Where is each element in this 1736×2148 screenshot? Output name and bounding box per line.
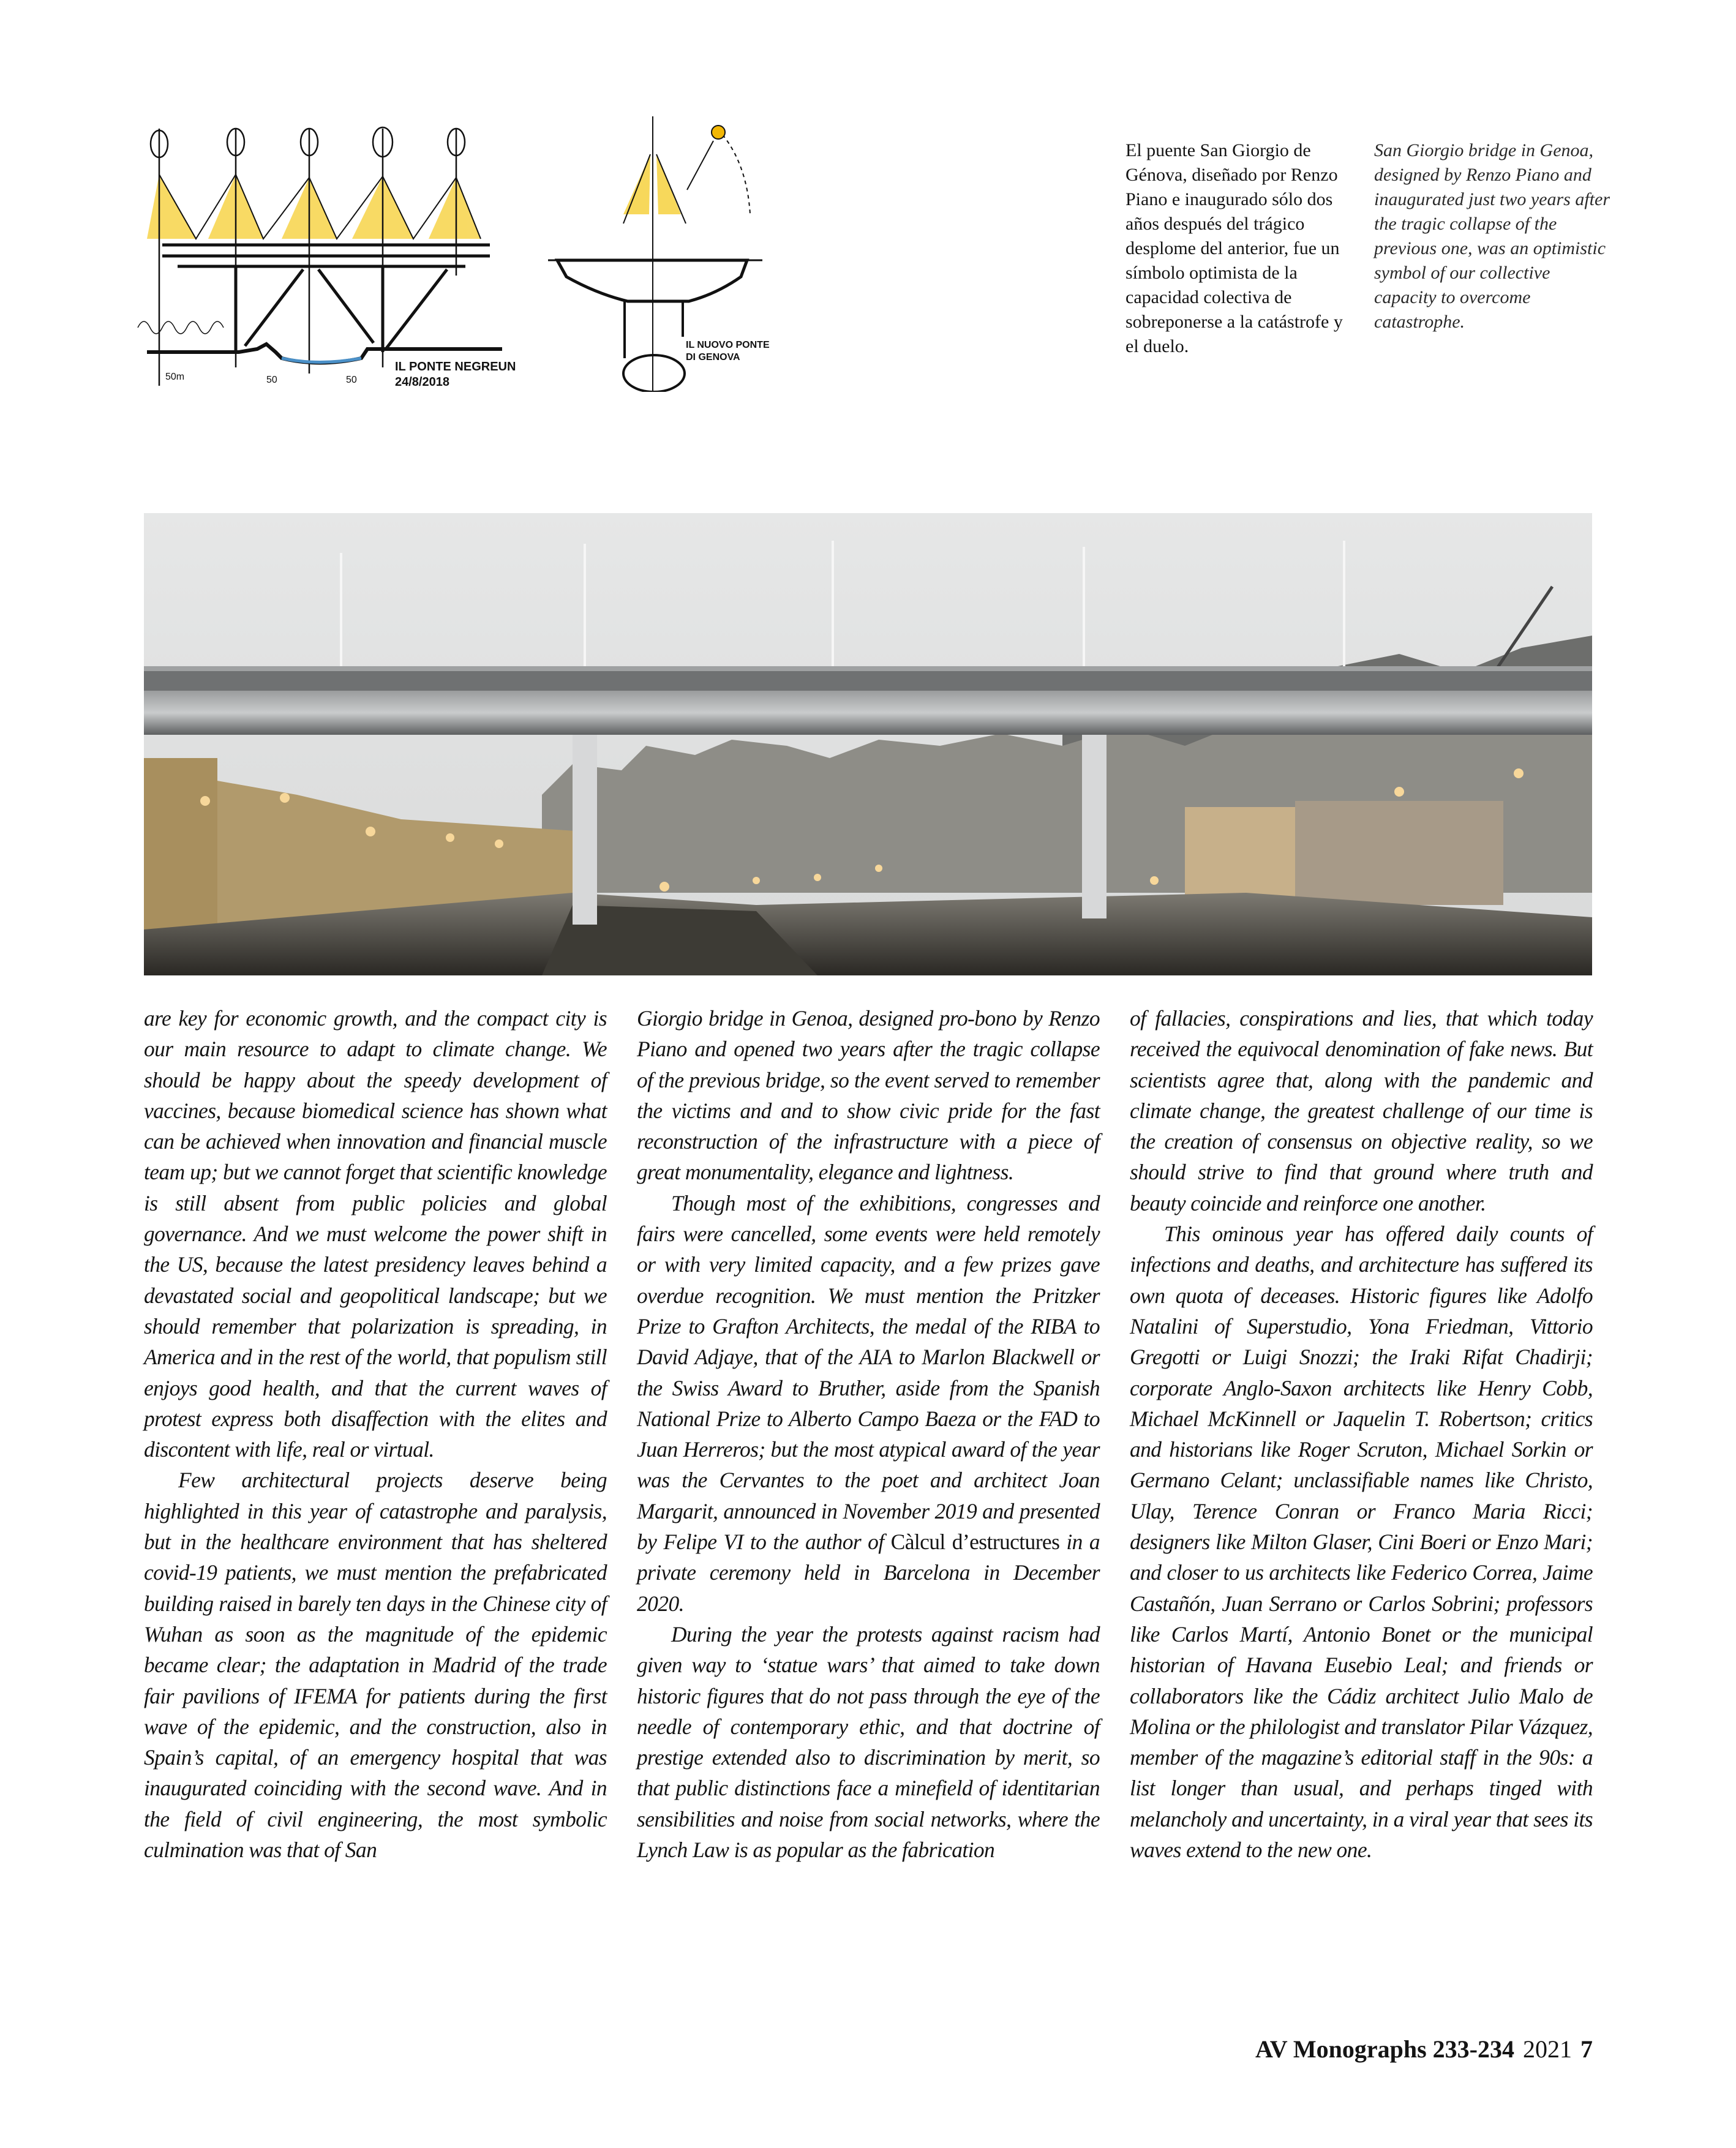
section-drawing [545,116,790,392]
bridge-photo [144,513,1592,975]
bridge-section-sketch [545,116,790,392]
bridge-elevation-sketch [135,116,600,392]
paragraph-text: Though most of the exhibitions, congresses and fairs were cancelled, some events were held remotely or with very limited capacity, and a few prizes gave overdue recognition. We must mention the Pritzker Prize to Grafton Architects, the medal of the RIBA to David Adjaye, that of the AIA to Marlon Blackwell or the Swiss Award to Bruther, aside from the Spanish National Prize to Alberto Campo Baeza or the FAD to Juan Herreros; but the most atypical award of the year was the Cervantes to the poet and architect Joan Margarit, announced in November 2019 and presented by Felipe VI to the author of [637,1190,1100,1555]
bridge-photo-illustration [144,513,1592,975]
paragraph: of fallacies, conspirations and lies, that which today received the equivocal denomination of fake news. But scientists agree that, along with the pandemic and climate change, the greatest challenge of our time is the creation of consensus on objective reality, so we should strive to find that ground where truth and beauty coincide and reinforce one another. [1130,1006,1593,1215]
paragraph: Few architectural projects deserve being highlighted in this year of catastrophe and paralysis, but in the healthcare environment that has sheltered covid-19 patients, we must mention the prefabricated building raised in barely ten days in the Chinese city of Wuhan as soon as the magnitude of the epidemic became clear; the adaptation in Madrid of the trade fair pavilions of IFEMA for patients during the first wave of the epidemic, and the construction, also in Spain’s capital, of an emergency hospital that was inaugurated coinciding with the second wave. And in the field of civil engineering, the most symbolic culmination was that of San [144,1468,607,1863]
article-column-2 [637,1003,1100,1865]
publication-year: 2021 [1523,2035,1572,2063]
publication-name: AV Monographs 233-234 [1255,2035,1514,2063]
article-column-1 [144,1003,607,1865]
paragraph [637,1188,1100,1619]
sketch-label-nuovo: IL NUOVO PONTE [686,340,770,350]
sketch-label-date: 24/8/2018 [395,375,449,389]
page-number: 7 [1580,2035,1593,2063]
page-footer [1255,2035,1593,2064]
caption-english [1374,138,1613,334]
sun-icon [712,126,725,139]
paragraph: are key for economic growth, and the compact city is our main resource to adapt to climate change. We should be happy about the speedy development of vaccines, because biomedical science has shown what can be achieved when innovation and financial muscle team up; but we cannot forget that scientific knowledge is still absent from public policies and global governance. And we must welcome the power shift in the US, because the latest presidency leaves behind a devastated social and geopolitical landscape; but we should remember that polarization is spreading, in America and in the rest of the world, that populism still enjoys good health, and that the current waves of protest express both disaffection with the elites and discontent with life, real or virtual. [144,1006,607,1462]
svg-text:50: 50 [346,375,357,385]
elevation-drawing [135,116,600,392]
caption-spanish-text: El puente San Giorgio de Génova, diseñado por Renzo Piano e inaugurado sólo dos años después del trágico desplome del anterior, fue un símbolo optimista de la capacidad colectiva de sobreponerse a la catástrofe y el duelo. [1125,140,1343,356]
caption-spanish [1125,138,1358,359]
book-title: Càlcul d’estructures [890,1530,1060,1555]
paragraph: Giorgio bridge in Genoa, designed pro-bono by Renzo Piano and opened two years after the tragic collapse of the previous bridge, so the event served to remember the victims and and to show civic pride for the fast reconstruction of the infrastructure with a piece of great monumentality, elegance and lightness. [637,1006,1100,1185]
caption-english-text: San Giorgio bridge in Genoa, designed by Renzo Piano and inaugurated just two years after the tragic collapse of the previous one, was an optimistic symbol of our collective capacity to overcome catastrophe. [1374,140,1610,332]
article-column-3 [1130,1003,1593,1865]
sketch-label-ponte: IL PONTE NEGREUN [395,360,516,374]
svg-text:50: 50 [266,375,277,385]
paragraph-text: in a private ceremony held in Barcelona in December 2020. [637,1530,1100,1616]
svg-text:DI GENOVA: DI GENOVA [686,352,740,362]
paragraph: This ominous year has offered daily counts of infections and deaths, and architecture has suffered its own quota of deceases. Historic figures like Adolfo Natalini of Superstudio, Yona Friedman, Vittorio Gregotti or Luigi Snozzi; the Iraki Rifat Chadirji; corporate Anglo-Saxon architects like Henry Cobb, Michael McKinnell or Jaquelin T. Robertson; critics and historians like Roger Scruton, Michael Sorkin or Germano Celant; unclassifiable names like Christo, Ulay, Terence Conran or Franco Maria Ricci; designers like Milton Glaser, Cini Boeri or Enzo Mari; and closer to us architects like Federico Correa, Jaime Castañón, Juan Serrano or Carlos Sobrini; professors like Carlos Martí, Antonio Bonet or the municipal historian of Havana Eusebio Leal; and friends or collaborators like the Cádiz architect Julio Malo de Molina or the philologist and translator Pilar Vázquez, member of the magazine’s editorial staff in the 90s: a list longer than usual, and perhaps tinged with melancholy and uncertainty, in a viral year that sees its waves extend to the new one. [1130,1222,1593,1863]
svg-text:50m: 50m [165,372,185,382]
paragraph: During the year the protests against racism had given way to ‘statue wars’ that aimed to take down historic figures that do not pass through the eye of the needle of contemporary ethic, and that doctrine of prestige extended also to discrimination by merit, so that public distinctions face a minefield of identitarian sensibilities and noise from social networks, where the Lynch Law is as popular as the fabrication [637,1621,1100,1863]
